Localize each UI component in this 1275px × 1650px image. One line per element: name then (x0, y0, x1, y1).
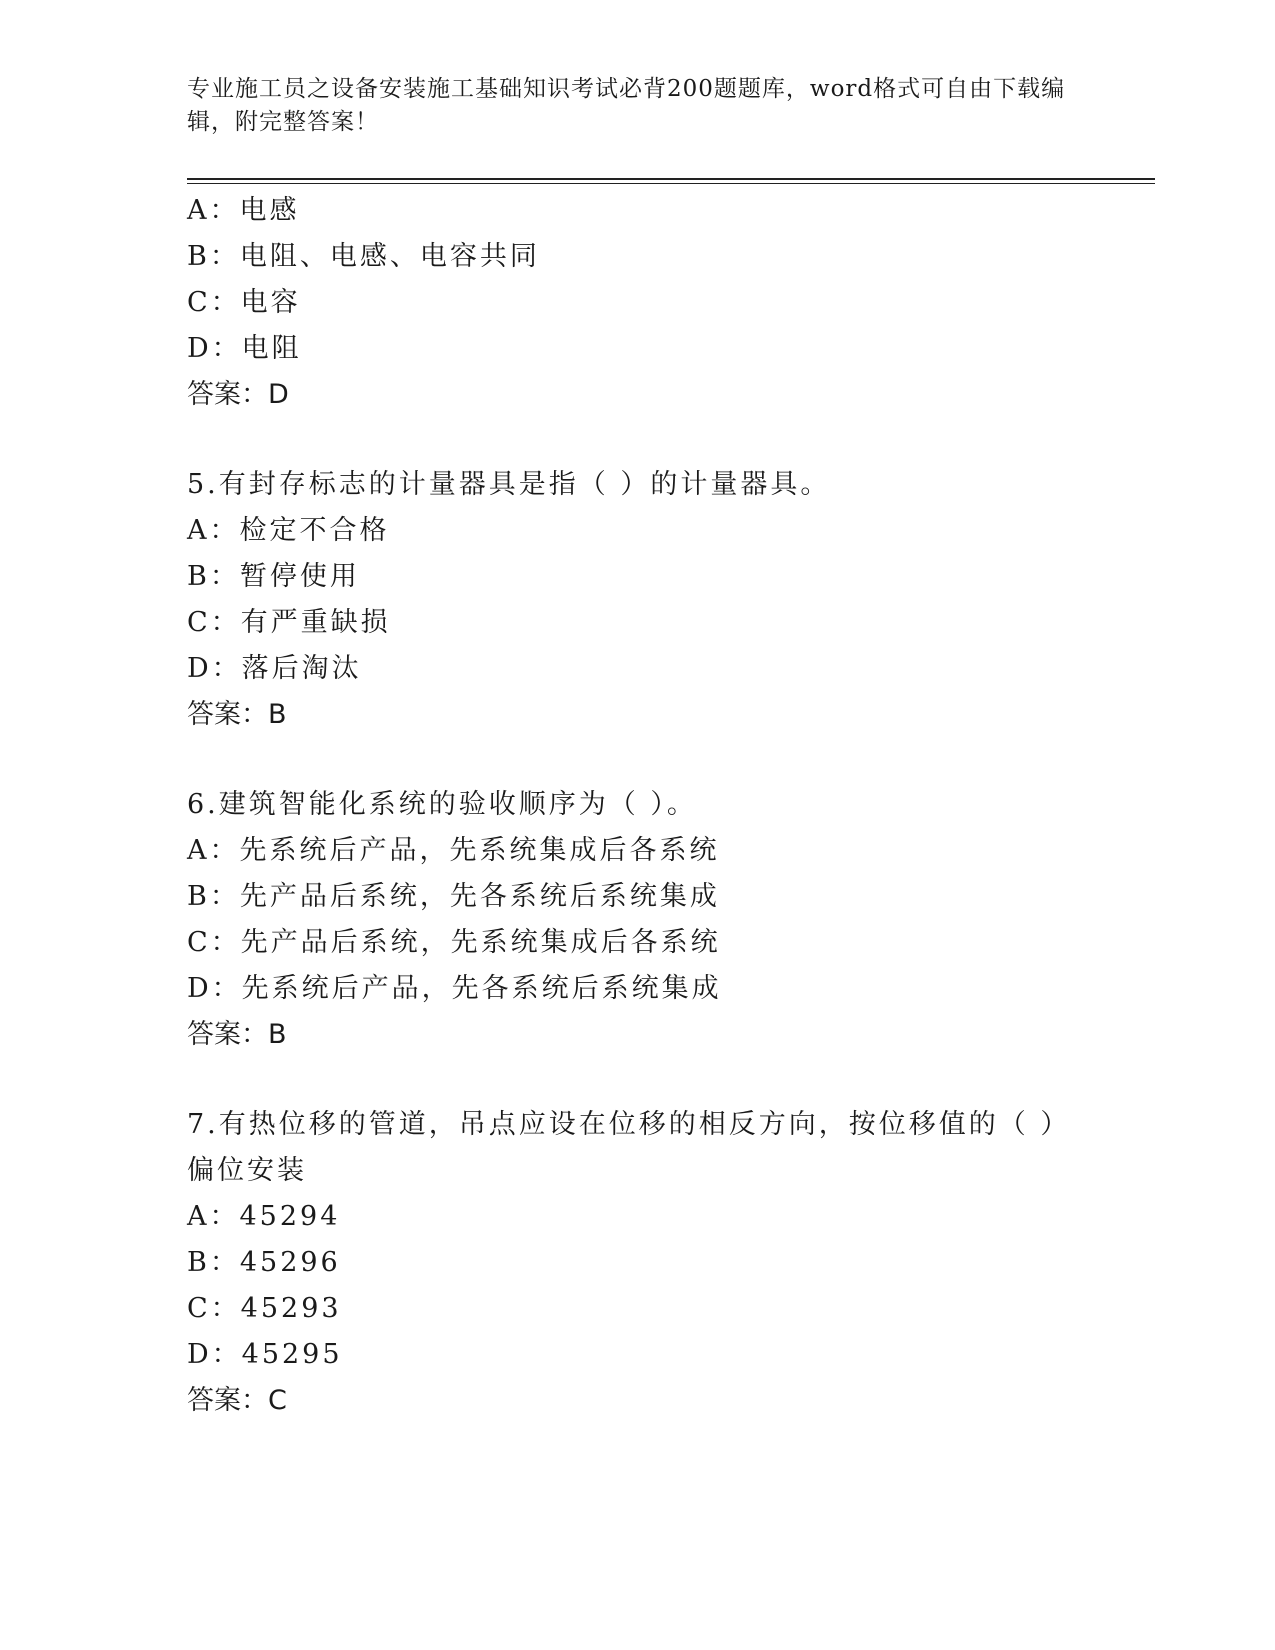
question-4-tail (187, 188, 1087, 418)
question-6 (187, 782, 1087, 1058)
option-b: B：暂停使用 (187, 561, 360, 592)
option-d: D：落后淘汰 (187, 653, 362, 684)
question-list (187, 188, 1087, 1424)
option-a: A：检定不合格 (187, 515, 390, 546)
option-a: A：45294 (187, 1201, 341, 1232)
option-d: D：电阻 (187, 333, 302, 364)
question-text: 6.建筑智能化系统的验收顺序为（ ）。 (187, 789, 697, 820)
option-c: C：有严重缺损 (187, 607, 391, 638)
answer: 答案：C (187, 1385, 287, 1416)
option-a: A：先系统后产品，先系统集成后各系统 (187, 835, 720, 866)
header-rule-thin (187, 183, 1155, 184)
option-d: D：先系统后产品，先各系统后系统集成 (187, 973, 722, 1004)
question-5 (187, 462, 1087, 738)
option-c: C：45293 (187, 1293, 342, 1324)
question-text: 7.有热位移的管道，吊点应设在位移的相反方向，按位移值的（ ）偏位安装 (187, 1109, 1071, 1186)
answer: 答案：B (187, 1019, 287, 1050)
option-a: A：电感 (187, 195, 300, 226)
option-b: B：电阻、电感、电容共同 (187, 241, 540, 272)
header-rule-thick (187, 178, 1155, 180)
question-7 (187, 1102, 1087, 1424)
question-text: 5.有封存标志的计量器具是指（ ）的计量器具。 (187, 469, 831, 500)
option-b: B：先产品后系统，先各系统后系统集成 (187, 881, 720, 912)
answer: 答案：D (187, 379, 289, 410)
option-d: D：45295 (187, 1339, 343, 1370)
document-header: 专业施工员之设备安装施工基础知识考试必背200题题库，word格式可自由下载编辑，附完整答案！ (187, 76, 1066, 135)
option-b: B：45296 (187, 1247, 341, 1278)
option-c: C：先产品后系统，先系统集成后各系统 (187, 927, 721, 958)
answer: 答案：B (187, 699, 287, 730)
option-c: C：电容 (187, 287, 301, 318)
